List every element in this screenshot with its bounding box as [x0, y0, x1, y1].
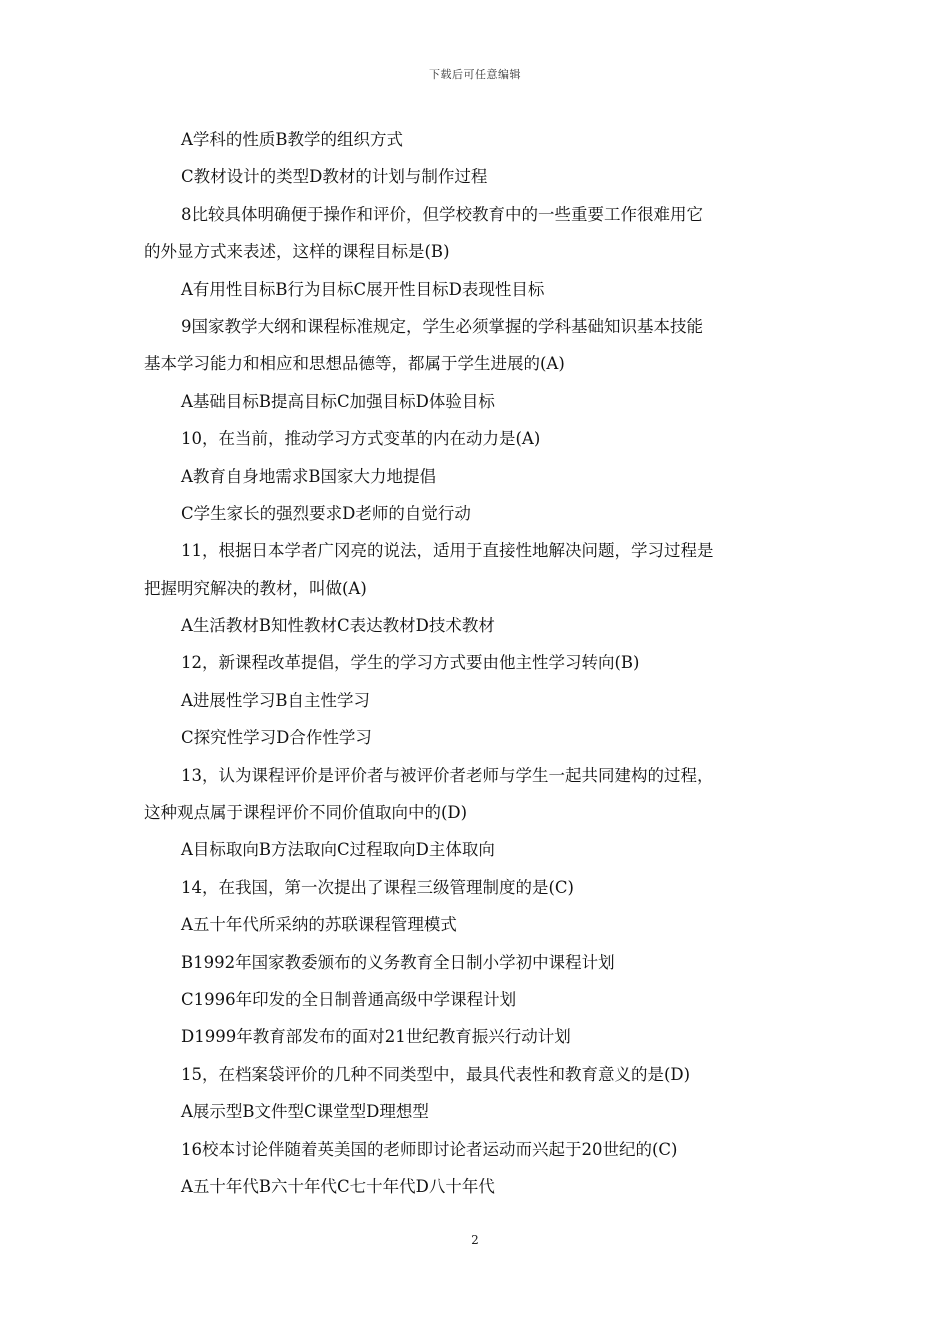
text-line: A基础目标B提高目标C加强目标D体验目标 [181, 391, 495, 411]
text-line: A有用性目标B行为目标C展开性目标D表现性目标 [181, 279, 545, 299]
text-line: C教材设计的类型D教材的计划与制作过程 [181, 167, 488, 187]
text-line: C1996年印发的全日制普通高级中学课程计划 [181, 989, 517, 1009]
text-line: 的外显方式来表述，这样的课程目标是(B) [144, 242, 450, 262]
text-line: A进展性学习B自主性学习 [181, 690, 371, 710]
text-line: 8比较具体明确便于操作和评价，但学校教育中的一些重要工作很难用它 [181, 204, 703, 224]
text-line: 11，根据日本学者广冈亮的说法，适用于直接性地解决问题，学习过程是 [181, 541, 714, 561]
page-header: 下载后可任意编辑 [429, 68, 521, 81]
text-line: A五十年代B六十年代C七十年代D八十年代 [181, 1176, 495, 1196]
text-line: C学生家长的强烈要求D老师的自觉行动 [181, 503, 471, 523]
text-line: B1992年国家教委颁布的义务教育全日制小学初中课程计划 [181, 952, 615, 972]
page-number: 2 [471, 1233, 479, 1247]
text-line: 把握明究解决的教材，叫做(A) [144, 578, 367, 598]
text-line: 14，在我国，第一次提出了课程三级管理制度的是(C) [181, 877, 574, 897]
text-line: 基本学习能力和相应和思想品德等，都属于学生进展的(A) [144, 354, 565, 374]
text-line: 13，认为课程评价是评价者与被评价者老师与学生一起共同建构的过程， [181, 765, 714, 785]
text-line: 16校本讨论伴随着英美国的老师即讨论者运动而兴起于20世纪的(C) [181, 1139, 678, 1159]
text-line: D1999年教育部发布的面对21世纪教育振兴行动计划 [181, 1027, 571, 1047]
text-line: 10，在当前，推动学习方式变革的内在动力是(A) [181, 429, 541, 449]
text-line: A学科的性质B教学的组织方式 [181, 130, 404, 149]
text-line: A目标取向B方法取向C过程取向D主体取向 [181, 840, 495, 860]
text-line: A生活教材B知性教材C表达教材D技术教材 [181, 616, 495, 636]
text-line: 12，新课程改革提倡，学生的学习方式要由他主性学习转向(B) [181, 653, 640, 673]
text-line: 这种观点属于课程评价不同价值取向中的(D) [144, 803, 468, 823]
text-line: A展示型B文件型C课堂型D理想型 [181, 1102, 429, 1122]
text-line: 9国家教学大纲和课程标准规定，学生必须掌握的学科基础知识基本技能 [181, 316, 703, 336]
text-line: C探究性学习D合作性学习 [181, 728, 372, 748]
text-line: A教育自身地需求B国家大力地提倡 [181, 466, 437, 486]
text-line: 15，在档案袋评价的几种不同类型中，最具代表性和教育意义的是(D) [181, 1064, 691, 1084]
document-body [144, 121, 810, 1205]
text-line: A五十年代所采纳的苏联课程管理模式 [181, 915, 457, 935]
